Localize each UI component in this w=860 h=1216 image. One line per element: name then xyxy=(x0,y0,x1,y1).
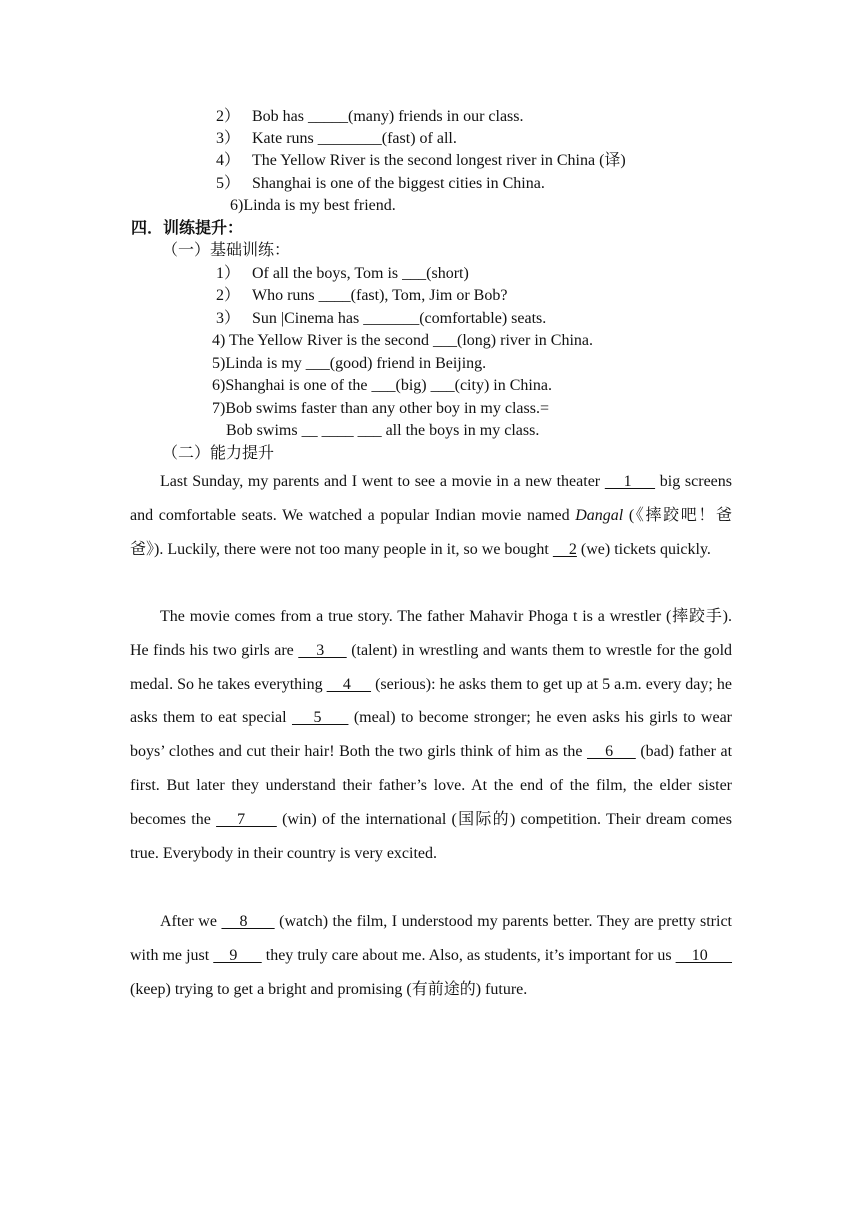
blank-1[interactable]: 1 xyxy=(604,473,656,490)
basic-training-title: （一）基础训练： xyxy=(162,242,291,259)
blank-4[interactable]: 4 xyxy=(326,675,372,693)
basic-item-7: 7)Bob swims faster than any other boy in my class.= xyxy=(212,400,549,417)
blank-9[interactable]: 9 xyxy=(213,946,262,964)
basic-item-4: 4) The Yellow River is the second ___(long) river in China. xyxy=(212,332,593,349)
blank-2[interactable]: 2 xyxy=(552,540,577,558)
passage-paragraph-1: Last Sunday, my parents and I went to see a movie in a new theater 1 big screens and comfortable seats. We watched a popular Indian movie named Dangal (《摔跤吧！爸爸》). Luckily, there were not too many people in it, so we bought 2 (we) tickets quickly. xyxy=(130,473,732,558)
section4-title: 四．训练提升： xyxy=(131,220,244,237)
basic-item-2: 2） Who runs ____(fast), Tom, Jim or Bob? xyxy=(216,287,508,304)
section3-item-3: 3） Kate runs ________(fast) of all. xyxy=(216,130,457,147)
section3-item-5: 5） Shanghai is one of the biggest cities in China. xyxy=(216,175,545,192)
basic-item-5: 5)Linda is my ___(good) friend in Beijing. xyxy=(212,355,487,372)
blank-5[interactable]: 5 xyxy=(291,709,349,727)
ability-training-title: （二）能力提升 xyxy=(162,445,275,462)
basic-item-3: 3） Sun |Cinema has _______(comfortable) seats. xyxy=(216,310,547,327)
section3-item-2: 2） Bob has _____(many) friends in our class. xyxy=(216,108,524,125)
passage-paragraph-3: After we 8 (watch) the film, I understood my parents better. They are pretty strict with me just 9 they truly care about me. Also, as students, it’s important for us 10 (keep) trying to get a bright and promising (有前途的) future. xyxy=(130,913,733,998)
blank-6[interactable]: 6 xyxy=(586,743,636,761)
passage-paragraph-2: The movie comes from a true story. The father Mahavir Phoga t is a wrestler (摔跤手). He finds his two girls are 3 (talent) in wrestling and wants them to wrestle for the gold medal. So he takes everything 4 (serious): he asks them to get up at 5 a.m. every day; he asks them to eat special 5 (meal) to become stronger; he even asks his girls to wear boys’ clothes and cut their hair! Both the two girls think of him as the 6 (bad) father at first. But later they understand their father’s love. At the end of the film, the elder sister becomes the 7 (win) of the international (国际的) competition. Their dream comes true. Everybody in their country is very excited. xyxy=(130,608,733,862)
blank-3[interactable]: 3 xyxy=(298,641,347,659)
blank-10[interactable]: 10 xyxy=(675,946,733,964)
basic-item-6: 6)Shanghai is one of the ___(big) ___(city) in China. xyxy=(212,377,552,394)
section3-item-4: 4） The Yellow River is the second longest river in China (译) xyxy=(216,152,626,169)
basic-item-7-answer-line: Bob swims __ ____ ___ all the boys in my class. xyxy=(226,422,540,439)
basic-item-1: 1） Of all the boys, Tom is ___(short) xyxy=(216,265,469,282)
blank-8[interactable]: 8 xyxy=(221,913,275,930)
section3-item-6: 6)Linda is my best friend. xyxy=(230,197,396,214)
blank-7[interactable]: 7 xyxy=(216,810,277,828)
